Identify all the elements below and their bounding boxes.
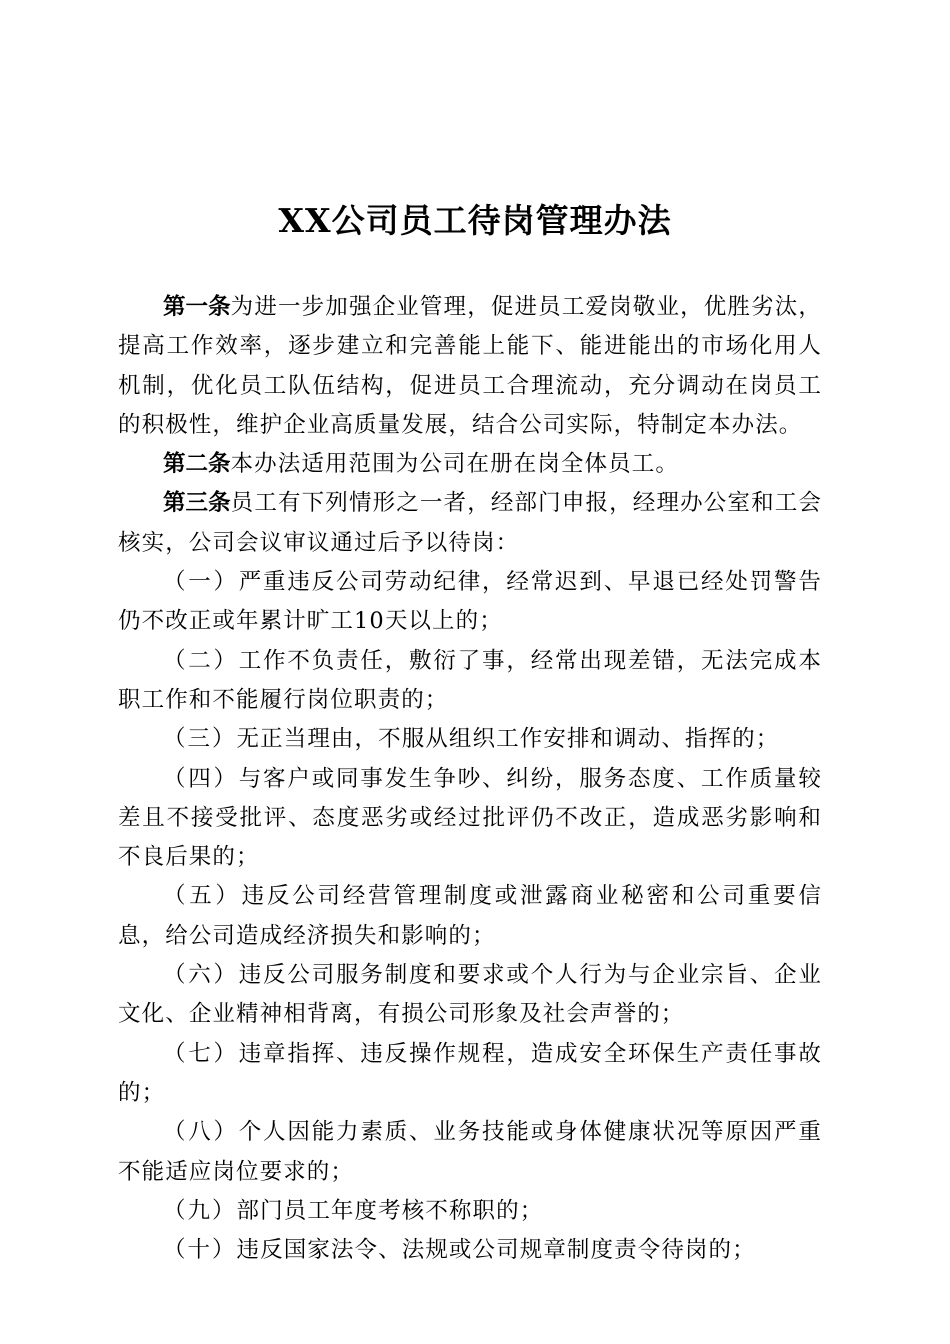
list-item-text: 违反公司经营管理制度或泄露商业秘密和公司重要信息，给公司造成经济损失和影响的； (118, 883, 822, 949)
article-2-label: 第二条 (163, 451, 231, 478)
list-item (118, 720, 822, 759)
list-item-text: 无正当理由，不服从组织工作安排和调动、指挥的； (236, 726, 780, 753)
document-title: XX公司员工待岗管理办法 (278, 201, 672, 240)
list-item-text: 部门员工年度考核不称职的； (236, 1197, 544, 1224)
article-1-label: 第一条 (163, 294, 231, 320)
list-item-text: 与客户或同事发生争吵、纠纷，服务态度、工作质量较差且不接受批评、态度恶劣或经过批评仍不改正，造成恶劣影响和不良后果的； (118, 765, 822, 871)
article-1-text: 为进一步加强企业管理，促进员工爱岗敬业，优胜劣汰，提高工作效率，逐步建立和完善能上能下、能进能出的市场化用人机制，优化员工队伍结构，促进员工合理流动，充分调动在岗员工的积极性，维护企业高质量发展，结合公司实际，特制定本办法。 (118, 294, 822, 438)
list-item (118, 877, 822, 956)
list-item-text: 违章指挥、违反操作规程，造成安全环保生产责任事故的； (118, 1040, 822, 1106)
list-item-label: （一） (163, 569, 239, 596)
list-item-label: （八） (163, 1119, 239, 1146)
list-item-label: （二） (163, 647, 239, 674)
list-item-label: （九） (163, 1197, 237, 1224)
list-item-text: 工作不负责任，敷衍了事，经常出现差错，无法完成本职工作和不能履行岗位职责的； (118, 647, 822, 713)
article-3-label: 第三条 (163, 490, 231, 517)
list-item-text: 严重违反公司劳动纪律，经常迟到、早退已经处罚警告仍不改正或年累计旷工10天以上的； (118, 569, 822, 635)
list-item-label: （七） (163, 1040, 239, 1067)
article-3 (118, 484, 822, 563)
list-item (118, 563, 822, 642)
list-item (118, 1192, 822, 1231)
list-item-label: （五） (163, 883, 242, 910)
list-item (118, 1035, 822, 1114)
list-item (118, 642, 822, 721)
list-item-label: （十） (163, 1237, 237, 1264)
list-item (118, 760, 822, 878)
article-1 (118, 288, 822, 445)
article-3-text: 员工有下列情形之一者，经部门申报，经理办公室和工会核实，公司会议审议通过后予以待岗： (118, 490, 822, 556)
article-2-text: 本办法适用范围为公司在册在岗全体员工。 (230, 451, 679, 478)
list-item-label: （四） (163, 765, 239, 792)
list-item-text: 个人因能力素质、业务技能或身体健康状况等原因严重不能适应岗位要求的； (118, 1119, 822, 1185)
list-item (118, 1113, 822, 1192)
list-item-label: （三） (163, 726, 237, 753)
list-item (118, 956, 822, 1035)
list-item-text: 违反公司服务制度和要求或个人行为与企业宗旨、企业文化、企业精神相背离，有损公司形象及社会声誉的； (118, 962, 822, 1028)
list-item-text: 违反国家法令、法规或公司规章制度责令待岗的； (236, 1237, 756, 1264)
article-2 (118, 445, 822, 484)
list-item (118, 1231, 822, 1270)
document-body (118, 288, 822, 1270)
list-item-label: （六） (163, 962, 239, 989)
